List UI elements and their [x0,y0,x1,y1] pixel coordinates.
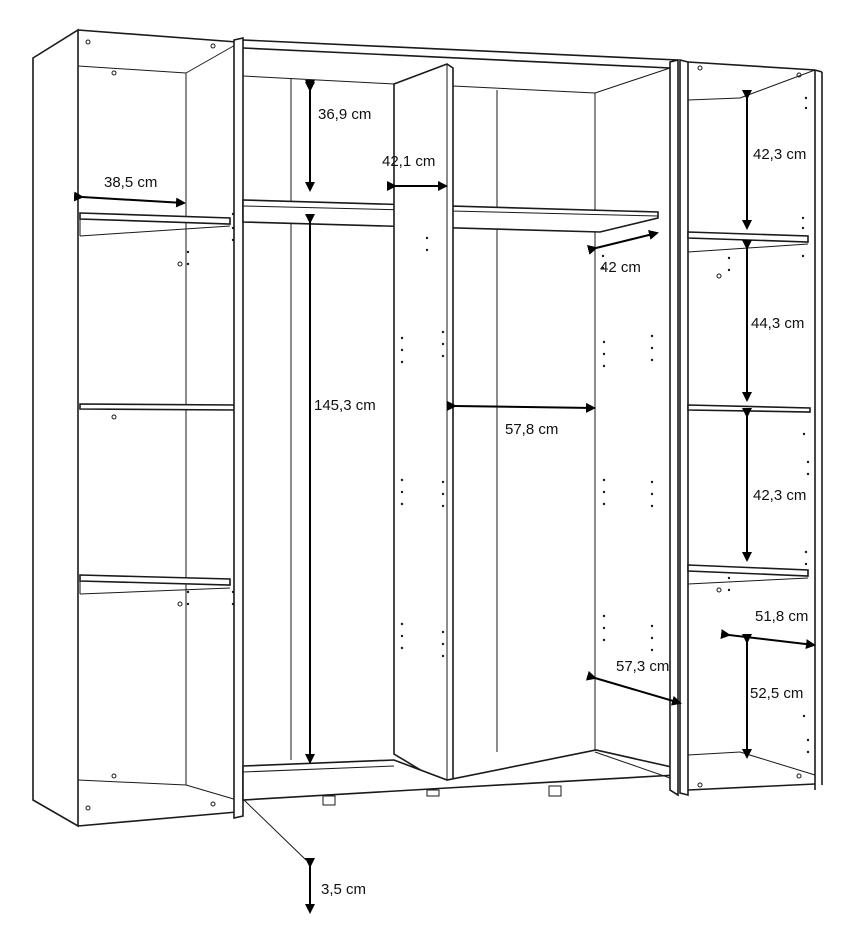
label-left-shelf-width: 38,5 cm [104,174,158,191]
label-top-shelf-height: 36,9 cm [318,106,372,123]
label-right-top-height: 42,3 cm [753,146,807,163]
label-right-third-height: 42,3 cm [753,487,807,504]
dim-top-shelf-height [310,88,371,190]
left-door-panel [234,38,243,818]
dim-right-top-height [747,98,806,228]
label-door-width: 57,3 cm [616,658,670,675]
middle-cabinet [243,40,678,805]
dim-right-third-height [747,416,806,560]
dim-foot-height [310,866,366,912]
dim-hanging-height [310,222,376,762]
label-center-shelf-depth: 42,1 cm [382,153,436,170]
dim-right-second-height [747,248,804,400]
dim-left-shelf-width [82,174,184,203]
left-cabinet [33,30,237,826]
label-hanging-height: 145,3 cm [314,397,376,414]
label-center-width: 57,8 cm [505,421,559,438]
shelf-pin-holes [187,97,809,753]
dim-shelf-depth [596,233,657,276]
dim-door-width [595,658,680,703]
dim-center-width [455,406,594,438]
label-shelf-depth: 42 cm [600,259,641,276]
label-right-second-height: 44,3 cm [751,315,805,332]
foot-leader-line [244,800,306,860]
label-right-shelf-width: 51,8 cm [755,608,809,625]
dim-right-shelf-width [729,608,814,645]
label-right-bottom-height: 52,5 cm [750,685,804,702]
label-foot-height: 3,5 cm [321,881,367,898]
dim-right-bottom-height [747,642,803,757]
